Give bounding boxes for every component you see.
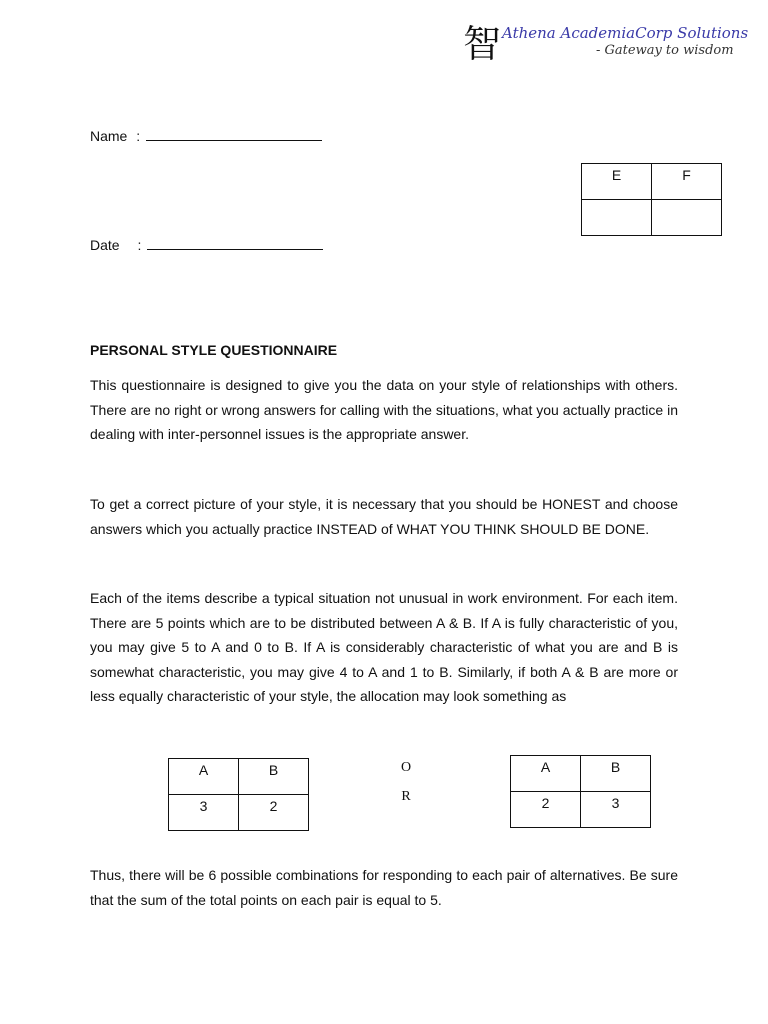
ef-header-f: F bbox=[652, 164, 722, 200]
name-input-line[interactable] bbox=[146, 128, 322, 141]
ef-value-f[interactable] bbox=[652, 200, 722, 236]
example-left-header-b: B bbox=[239, 759, 309, 795]
honesty-paragraph: To get a correct picture of your style, it is necessary that you should be HONEST and choose answers which you actually practice INSTEAD of WHAT YOU THINK SHOULD BE DONE. bbox=[90, 496, 678, 537]
questionnaire-title: PERSONAL STYLE QUESTIONNAIRE bbox=[90, 342, 338, 358]
date-label: Date bbox=[90, 237, 120, 253]
example-left-header-a: A bbox=[169, 759, 239, 795]
name-label: Name bbox=[90, 128, 128, 144]
closing-paragraph: Thus, there will be 6 possible combinations for responding to each pair of alternatives. Be sure that the sum of the total points on each pair is equal to 5. bbox=[90, 867, 678, 908]
or-letter-o: O bbox=[400, 760, 412, 775]
company-name: Athena AcademiaCorp Solutions bbox=[502, 24, 749, 42]
intro-paragraph: This questionnaire is designed to give you the data on your style of relationships with others. There are no right or wrong answers for calling with the situations, what you actually practice in dealing with inter-personnel issues is the appropriate answer. bbox=[90, 377, 678, 442]
or-letter-r: R bbox=[401, 789, 411, 804]
date-field bbox=[90, 237, 323, 253]
instructions-paragraph: Each of the items describe a typical situation not unusual in work environment. For each item. There are 5 points which are to be distributed between A & B. If A is fully characteristic of you, you may give 5 to A and 0 to B. If A is considerably characteristic of what you are and B is somewhat characteristic, you may give 4 to A and 1 to B. Similarly, if both A & B are more or less equally characteristic of your style, the allocation may look something as bbox=[90, 590, 678, 704]
example-table-left bbox=[168, 758, 309, 831]
example-left-value-a: 3 bbox=[169, 795, 239, 831]
ef-header-e: E bbox=[582, 164, 652, 200]
example-table-right bbox=[510, 755, 651, 828]
ef-value-e[interactable] bbox=[582, 200, 652, 236]
date-input-line[interactable] bbox=[147, 237, 323, 250]
company-tagline: - Gateway to wisdom bbox=[596, 43, 734, 58]
example-left-value-b: 2 bbox=[239, 795, 309, 831]
example-right-header-b: B bbox=[581, 756, 651, 792]
name-colon: : bbox=[136, 128, 141, 144]
ef-score-table bbox=[581, 163, 722, 236]
example-right-header-a: A bbox=[511, 756, 581, 792]
example-right-value-b: 3 bbox=[581, 792, 651, 828]
logo-glyph: 智 bbox=[463, 22, 502, 66]
name-field bbox=[90, 128, 322, 144]
example-right-value-a: 2 bbox=[511, 792, 581, 828]
date-colon: : bbox=[137, 237, 142, 253]
